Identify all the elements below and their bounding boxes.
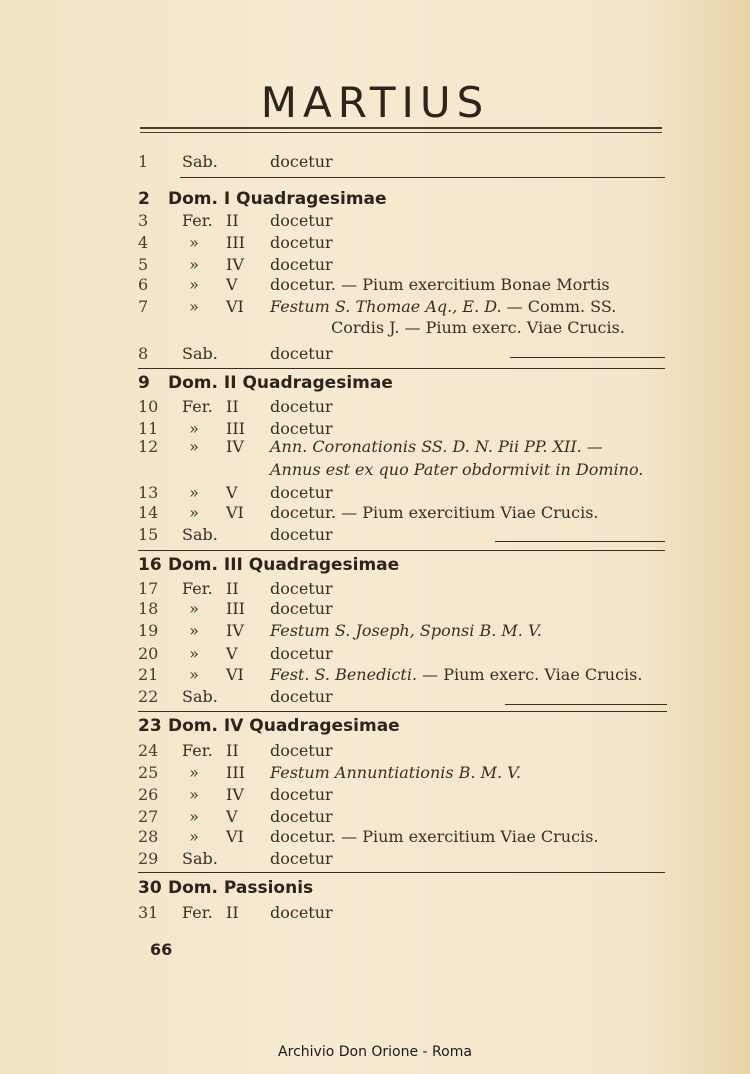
entry-text: [270, 296, 616, 318]
sunday-label: Dom. III Quadragesimae: [168, 555, 400, 575]
weekday: Sab.: [182, 687, 218, 706]
weekday-number: IV: [226, 621, 244, 640]
entry-text: docetur: [270, 687, 333, 706]
section-rule: [495, 541, 665, 542]
calendar-row: [138, 598, 670, 620]
entry-note: — Pium exerc. Viae Crucis.: [417, 665, 643, 684]
entry-note: — Comm. SS.: [501, 297, 617, 316]
ditto-mark: »: [189, 503, 199, 522]
day-number: 19: [138, 621, 159, 640]
entry-text: docetur: [270, 419, 333, 438]
ditto-mark: »: [189, 437, 199, 456]
calendar-row: [138, 620, 670, 642]
calendar-row: [138, 806, 670, 828]
calendar-row: [138, 664, 670, 686]
entry-continuation: Cordis J. — Pium exerc. Viae Crucis.: [331, 318, 625, 337]
ditto-mark: »: [189, 419, 199, 438]
entry-text: docetur: [270, 152, 333, 171]
ditto-mark: »: [189, 599, 199, 618]
ditto-mark: »: [189, 297, 199, 316]
section-rule: [138, 711, 667, 712]
section-rule: [138, 550, 665, 551]
ditto-mark: »: [189, 644, 199, 663]
calendar-row: [138, 524, 670, 546]
calendar-row: [138, 343, 670, 365]
calendar-row: [138, 902, 670, 924]
day-number: 14: [138, 503, 159, 522]
sunday-heading: [138, 187, 670, 211]
weekday-number: II: [226, 397, 239, 416]
ditto-mark: »: [189, 807, 199, 826]
calendar-row: [138, 643, 670, 665]
calendar-row: [138, 151, 670, 173]
ditto-mark: »: [189, 763, 199, 782]
weekday-number: III: [226, 419, 245, 438]
day-number: 3: [138, 211, 149, 230]
entry-text: docetur: [270, 741, 333, 760]
entry-text: docetur: [270, 785, 333, 804]
weekday-number: IV: [226, 255, 244, 274]
entry-text: docetur. — Pium exercitium Bonae Mortis: [270, 275, 610, 294]
day-number: 16: [138, 555, 162, 575]
sunday-heading: [138, 714, 670, 738]
entry-text: docetur: [270, 644, 333, 663]
day-number: 24: [138, 741, 159, 760]
page-number: 66: [150, 940, 173, 959]
sunday-heading: [138, 371, 670, 395]
entry-text: docetur: [270, 211, 333, 230]
feast-name: Fest. S. Benedicti.: [270, 665, 418, 684]
feast-name: Festum S. Joseph, Sponsi B. M. V.: [270, 621, 542, 640]
sunday-label: Dom. I Quadragesimae: [168, 189, 387, 209]
ditto-mark: »: [189, 483, 199, 502]
day-number: 12: [138, 437, 159, 456]
weekday-number: III: [226, 599, 245, 618]
day-number: 2: [138, 189, 150, 209]
entry-text: docetur: [270, 255, 333, 274]
weekday-number: II: [226, 579, 239, 598]
weekday-number: VI: [226, 665, 244, 684]
weekday-number: II: [226, 903, 239, 922]
calendar-row: [138, 232, 670, 254]
entry-text: docetur: [270, 233, 333, 252]
day-number: 29: [138, 849, 159, 868]
calendar-row: [138, 274, 670, 296]
sunday-heading: [138, 553, 670, 577]
ditto-mark: »: [189, 665, 199, 684]
weekday: Fer.: [182, 211, 213, 230]
weekday-number: IV: [226, 785, 244, 804]
entry-text: docetur: [270, 525, 333, 544]
day-number: 5: [138, 255, 149, 274]
title-rule: [140, 127, 662, 129]
day-number: 26: [138, 785, 159, 804]
weekday-number: V: [226, 807, 238, 826]
day-number: 22: [138, 687, 159, 706]
section-rule: [138, 872, 665, 873]
day-number: 25: [138, 763, 159, 782]
weekday-number: V: [226, 483, 238, 502]
entry-text: docetur. — Pium exercitium Viae Crucis.: [270, 503, 599, 522]
section-rule: [138, 368, 665, 369]
day-number: 18: [138, 599, 159, 618]
day-number: 6: [138, 275, 149, 294]
sunday-label: Dom. Passionis: [168, 878, 314, 898]
calendar-row: [138, 826, 670, 848]
entry-text: docetur: [270, 579, 333, 598]
weekday: Fer.: [182, 903, 213, 922]
weekday-number: II: [226, 211, 239, 230]
day-number: 13: [138, 483, 159, 502]
ditto-mark: »: [189, 233, 199, 252]
calendar-row: [138, 502, 670, 524]
sunday-heading: [138, 876, 670, 900]
weekday-number: II: [226, 741, 239, 760]
calendar-row: [138, 396, 670, 418]
weekday: Sab.: [182, 849, 218, 868]
calendar-row: [138, 740, 670, 762]
calendar-row: [138, 848, 670, 870]
weekday: Sab.: [182, 152, 218, 171]
day-number: 21: [138, 665, 159, 684]
day-number: 20: [138, 644, 159, 663]
day-number: 9: [138, 373, 150, 393]
day-number: 8: [138, 344, 149, 363]
ditto-mark: »: [189, 621, 199, 640]
entry-text: docetur: [270, 849, 333, 868]
feast-name: Festum Annuntiationis B. M. V.: [270, 763, 521, 782]
title-rule: [140, 132, 662, 133]
day-number: 27: [138, 807, 159, 826]
entry-continuation: Annus est ex quo Pater obdormivit in Domino.: [270, 460, 644, 479]
entry-text: docetur. — Pium exercitium Viae Crucis.: [270, 827, 599, 846]
page-title: MARTIUS: [260, 78, 490, 127]
entry-text: [270, 664, 642, 686]
day-number: 7: [138, 297, 149, 316]
entry-text: docetur: [270, 344, 333, 363]
sunday-label: Dom. IV Quadragesimae: [168, 716, 400, 736]
day-number: 31: [138, 903, 159, 922]
day-number: 1: [138, 152, 149, 171]
section-rule: [510, 357, 665, 358]
archive-footer: Archivio Don Orione - Roma: [278, 1044, 472, 1060]
entry-text: docetur: [270, 807, 333, 826]
day-number: 28: [138, 827, 159, 846]
day-number: 11: [138, 419, 159, 438]
day-number: 15: [138, 525, 159, 544]
calendar-row: [138, 210, 670, 232]
calendar-row: [138, 578, 670, 600]
calendar-row: [138, 296, 670, 318]
feast-name: Festum S. Thomae Aq., E. D.: [270, 297, 502, 316]
day-number: 10: [138, 397, 159, 416]
weekday-number: III: [226, 763, 245, 782]
weekday: Fer.: [182, 741, 213, 760]
ditto-mark: »: [189, 255, 199, 274]
feast-name: Ann. Coronationis SS. D. N. Pii PP. XII. —: [270, 437, 603, 456]
day-number: 17: [138, 579, 159, 598]
weekday-number: IV: [226, 437, 244, 456]
weekday-number: VI: [226, 503, 244, 522]
section-rule: [505, 704, 667, 705]
calendar-row: [138, 254, 670, 276]
weekday-number: VI: [226, 297, 244, 316]
day-number: 4: [138, 233, 149, 252]
day-number: 30: [138, 878, 162, 898]
weekday-number: V: [226, 644, 238, 663]
weekday: Fer.: [182, 397, 213, 416]
day-number: 23: [138, 716, 162, 736]
entry-text: docetur: [270, 599, 333, 618]
sunday-label: Dom. II Quadragesimae: [168, 373, 393, 393]
entry-text: docetur: [270, 903, 333, 922]
calendar-row: [138, 784, 670, 806]
weekday-number: V: [226, 275, 238, 294]
ditto-mark: »: [189, 275, 199, 294]
weekday-number: III: [226, 233, 245, 252]
calendar-row: [138, 762, 670, 784]
weekday: Fer.: [182, 579, 213, 598]
entry-text: docetur: [270, 397, 333, 416]
entry-text: docetur: [270, 483, 333, 502]
calendar-row: [138, 436, 670, 458]
weekday: Sab.: [182, 525, 218, 544]
weekday: Sab.: [182, 344, 218, 363]
section-rule: [180, 177, 665, 178]
calendar-row: [138, 482, 670, 504]
ditto-mark: »: [189, 827, 199, 846]
weekday-number: VI: [226, 827, 244, 846]
ditto-mark: »: [189, 785, 199, 804]
